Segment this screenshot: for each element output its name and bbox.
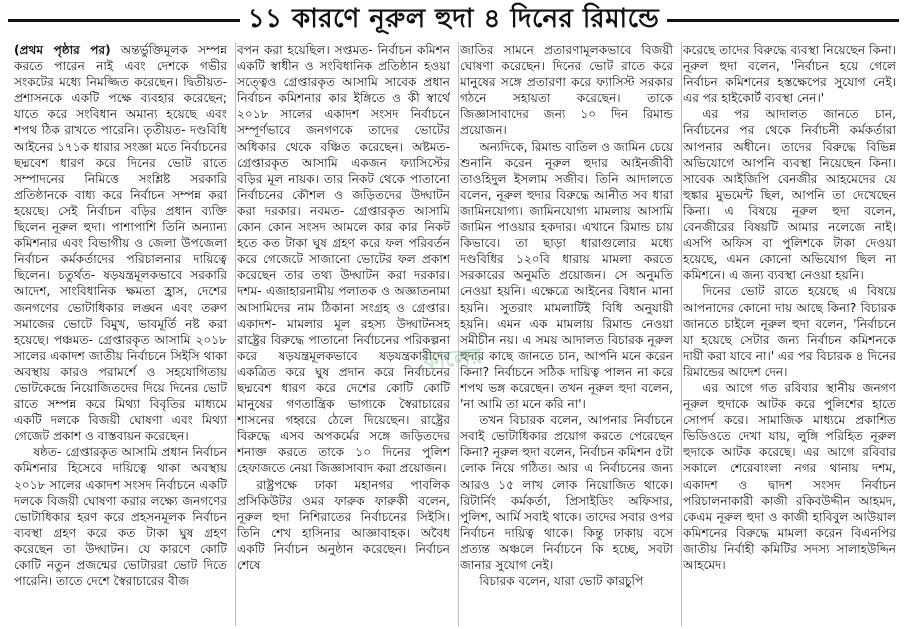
paragraph: [683, 106, 896, 283]
paragraph: [683, 380, 896, 573]
headline-rule-right: [667, 19, 899, 22]
paragraph: [14, 42, 227, 444]
paragraph: [460, 42, 673, 139]
column-4: [683, 42, 896, 626]
paragraph: [683, 283, 896, 380]
paragraph: [237, 42, 450, 477]
paragraph-text: এর আগে গত রবিবার স্থানীয় জনগণ নূরুল হুদাকে আটক করে পুলিশের হাতে সোপর্দ করে। সামাজিক মাধ্যমে প্রকাশিত ভিডিওতে দেখা যায়, লুঙ্গি পরিহিত নূরুল হুদাকে আটক করেছে। এর আগে রবিবার সকালে শেরেবাংলা নগর থানায় দশম, একাদশ ও দ্বাদশ সংসদ নির্বাচন পরিচালনাকারী কাজী রকিবউদ্দীন আহমদ, কেএম নূরুল হুদা ও কাজী হাবিবুল আউয়াল কমিশনের বিরুদ্ধে মামলা করেন বিএনপির জাতীয় নির্বাহী কমিটির সদস্য সালাহউদ্দিন আহমেদ।: [683, 380, 896, 572]
paragraph: [460, 573, 673, 589]
column-2: [237, 42, 450, 626]
paragraph: [460, 139, 673, 413]
paragraph: [14, 444, 227, 589]
paragraph: [683, 42, 896, 106]
headline: ১১ কারণে নূরুল হুদা ৪ দিনের রিমান্ডে: [247, 4, 660, 34]
paragraph-text: অন্যদিকে, রিমান্ড বাতিল ও জামিন চেয়ে শুনানি করেন নূরুল হুদার আইনজীবী তাওহিদুল ইসলাম সজীব। তিনি আদালতে বলেন, নূরুল হুদার বিরুদ্ধে আনীত সব ধারা জামিনযোগ্য। জামিনযোগ্য মামলায় আসামি জামিন পাওয়ার হকদার। এখানে রিমান্ড চায় কিভাবে। তা ছাড়া ধারাগুলোর মধ্যে দণ্ডবিধির ১২০বি ধারায় মামলা করতে সরকারের অনুমতি প্রয়োজন। সে অনুমতি নেওয়া হয়নি। এক্ষেত্রে আইনের বিধান মানা হয়নি। সুতরাং মামলাটিই বিধি অনুযায়ী হয়নি। এমন এক মামলায় রিমান্ড নেওয়া সমীচীন নয়। এ সময় আদালত বিচারক নূরুল হুদার কাছে জানতে চান, আপনি মনে করেন কিনা? নির্বাচনে সঠিক দায়িত্ব পালন না করে শপথ ভঙ্গ করেছেন। তখন নূরুল হুদা বলেন, 'না আমি তা মনে করি না'।: [460, 139, 673, 412]
paragraph-text: দিনের ভোট রাতে হয়েছে এ বিষয়ে আপনাদের কোনো দায় আছে কিনা? বিচারক জানতে চাইলে নূরুল হুদা বলেন, 'নির্বাচনে যা হয়েছে সেটার জন্য নির্বাচন কমিশনকে দায়ী করা যাবে না।' এর পর বিচারক ৪ দিনের রিমান্ডের আদেশ দেন।: [683, 284, 896, 379]
paragraph: [237, 477, 450, 574]
article-body: [14, 42, 896, 626]
headline-rule-left: [8, 19, 240, 22]
paragraph-text: করেছে তাদের বিরুদ্ধে ব্যবস্থা নিয়েছেন কিনা। নূরুল হুদা বলেন, 'নির্বাচন হয়ে গেলে নির্বাচন কমিশনের হস্তক্ষেপের সুযোগ নেই। এর পর হাইকোর্ট ব্যবস্থা নেন।': [683, 43, 896, 106]
paragraph-text: এর পর আদালত জানতে চান, নির্বাচনের পর থেকে নির্বাচনী কর্মকর্তারা আপনার অধীনে। তাদের বিরুদ্ধে বিভিন্ন অভিযোগে আপনি ব্যবস্থা নিয়েছেন কিনা। সাবেক আইজিপি বেনজীর আহমেদের যে হুঙ্কার মুভমেন্ট ছিল, আপনি তা দেখেছেন কিনা। এ বিষয়ে নূরুল হুদা বলেন, বেনজীরের বিষয়টি আমার নলেজে নাই। এসপি অফিস বা পুলিশকে টাকা দেওয়া হয়েছে, এমন কোনো অভিযোগ ছিল না কমিশনে। এ জন্য ব্যবস্থা নেওয়া হয়নি।: [683, 107, 896, 283]
publisher-watermark: কালের: [422, 343, 484, 375]
paragraph-text: বিচারক বলেন, যারা ভোট কারচুপি: [479, 574, 644, 589]
paragraph-text: তখন বিচারক বলেন, আপনার নির্বাচনে সবাই ভোটাধিকার প্রয়োগ করতে পেরেছেন কিনা? নূরুল হুদা বলেন, নির্বাচন কমিশন ৫টা লোক নিয়ে গঠিত। আর এ নির্বাচনের জন্য আরও ১৫ লাখ লোক নিয়োজিত থাকে। রিটার্নিং কর্মকর্তা, প্রিসাইডিং অফিসার, পুলিশ, আর্মি সবাই থাকে। তাদের সবার ওপর নির্বাচন দায়িত্ব থাকে। কিন্তু ঢাকায় বসে প্রত্যন্ত অঞ্চলে নির্বাচনে কি হচ্ছে, সবটা জানার সুযোগ নেই।: [460, 413, 673, 572]
paragraph-text: ষষ্ঠত- গ্রেপ্তারকৃত আসামি প্রধান নির্বাচন কমিশনার হিসেবে দায়িত্বে থাকা অবস্থায় ২০১৮ সালের একাদশ সংসদ নির্বাচনে একটি দলকে বিজয়ী ঘোষণা করার লক্ষ্যে জনগণের ভোটাধিকার হরণ করে প্রহসনমূলক নির্বাচন ব্যবস্থা গ্রহণ করে কত টাকা ঘুষ গ্রহণ করেছেন তা উদ্ঘাটন। যে কারণে কোটি কোটি নতুন প্রজন্মের ভোটাররা ভোট দিতে পারেনি। তাতে দেশে স্বৈরাচারের বীজ: [14, 445, 227, 589]
paragraph: [460, 412, 673, 573]
continued-from-label: (প্রথম পৃষ্ঠার পর): [14, 43, 111, 57]
column-3: [460, 42, 673, 626]
column-1: [14, 42, 227, 626]
paragraph-text: রাষ্ট্রপক্ষে ঢাকা মহানগর পাবলিক প্রসিকিউটর ওমর ফারুক ফারুকী বলেন, নূরুল হুদা নিশিরাতের নির্বাচনের সিইসি। তিনি শেখ হাসিনার আজ্ঞাবাহক। অবৈধ একটি নির্বাচন অনুষ্ঠান করেছেন। নির্বাচন শেষে: [237, 477, 450, 572]
headline-bar: [0, 0, 907, 40]
paragraph-text: জাতির সামনে প্রতারণামূলকভাবে বিজয়ী ঘোষণা করেছেন। দিনের ভোট রাতে করে মানুষের সঙ্গে প্রতারণা করে ফ্যাসিস্ট সরকার গঠনে সহায়তা করেছেন। তাকে জিজ্ঞাসাবাদের জন্য ১০ দিন রিমান্ড প্রয়োজন।: [460, 43, 673, 138]
paragraph-text: অন্তর্ভুক্তিমূলক সম্পন্ন করতে পারেন নাই এবং দেশকে গভীর সংকটের মধ্যে নিমজ্জিত করেছেন। দ্বিতীয়ত- প্রশাসনকে একটি পক্ষে ব্যবহার করেছেন; যাতে করে সংবিধান অমান্য হয়েছে এবং শপথ ঠিক রাখতে পারেনি। তৃতীয়ত- দণ্ডবিধি আইনের ১৭১ক ধারার সংজ্ঞা মতে নির্বাচনের ছদ্মবেশ ধারণ করে দিনের ভোট রাতে সম্পাদনের নিমিত্তে সংশ্লিষ্ট সরকারি প্রতিষ্ঠানকে বাধ্য করে নির্বাচন সম্পন্ন করা হয়েছে। সেই নির্বাচন বড়ির প্রধান ব্যক্তি ছিলেন নূরুল হুদা। পাশাপাশি তিনি অন্যান্য কমিশনার এবং বিভাগীয় ও জেলা উপজেলা নির্বাচন কর্মকর্তাদের পরিচালনার দায়িত্বে ছিলেন। চতুর্থত- ষড়যন্ত্রমূলকভাবে সরকারি আদেশ, সাংবিধানিক ক্ষমতা হ্রাস, দেশের জনগণের ভোটাধিকার লঙ্ঘন এবং তরুণ সমাজের ভোটে বিমুখ, ভাবমূর্তি নষ্ট করা হয়েছে। পঞ্চমত- গ্রেপ্তারকৃত আসামি ২০১৮ সালের একাদশ জাতীয় নির্বাচনে সিইসি থাকা অবস্থায় কারও পরামর্শে ও সহযোগিতায় ভোটকেন্দ্রে নিয়োজিতদের দিয়ে দিনের ভোট রাতে সম্পন্ন করে মিথ্যা বিবৃতির মাধ্যমে একটি দলকে বিজয়ী ঘোষণা এবং মিথ্যা গেজেট প্রকাশ ও বাস্তবায়ন করেছেন।: [14, 43, 227, 444]
paragraph-text: বপন করা হয়েছিল। সপ্তমত- নির্বাচন কমিশন একটি স্বাধীন ও সংবিধানিক প্রতিষ্ঠান হওয়া সত্ত্বেও গ্রেপ্তারকৃত আসামি সাবেক প্রধান নির্বাচন কমিশনার কার ইঙ্গিতে ও কী স্বার্থে ২০১৮ সালের একাদশ সংসদ নির্বাচনে সম্পূর্ণভাবে জনগণকে তাদের ভোটের অধিকার থেকে বঞ্চিত করেছেন। অষ্টমত- গ্রেপ্তারকৃত আসামি একজন ফ্যাসিস্টের বড়ির মূল নায়ক। তার নিকট থেকে পাতানো নির্বাচনের কৌশল ও জড়িতদের উদ্ঘাটন করা দরকার। নবমত- গ্রেপ্তারকৃত আসামি কোন কোন সংসদ আমলে কার কার নিকট হতে কত টাকা ঘুষ গ্রহণ করে ফল পরিবর্তন করে গেজেটে সাজানো ভোটের ফল প্রকাশ করেছেন তার তথ্য উদ্ঘাটন করা দরকার। দশম- এজাহারনামীয় পলাতক ও অজ্ঞাতনামা আসামিদের নাম ঠিকানা সংগ্রহ ও গ্রেপ্তার। একাদশ- মামলার মূল রহস্য উদ্ঘাটনসহ রাষ্ট্রের বিরুদ্ধে পাতানো নির্বাচনের পরিকল্পনা করে ষড়যন্ত্রমূলকভাবে ষড়যন্ত্রকারীদের একত্রিত করে ঘুষ প্রদান করে নির্বাচনের ছদ্মবেশ ধারণ করে দেশের কোটি কোটি মানুষের গণতান্ত্রিক ভাগ্যকে স্বৈরাচারের শাসনের গহ্বরে ঠেলে দিয়েছেন। রাষ্ট্রের বিরুদ্ধে এসব অপকর্মের সঙ্গে জড়িতদের শনাক্ত করতে তাকে ১০ দিনের পুলিশ হেফাজতে নেয়া জিজ্ঞাসাবাদ করা প্রয়োজন।: [237, 43, 450, 476]
